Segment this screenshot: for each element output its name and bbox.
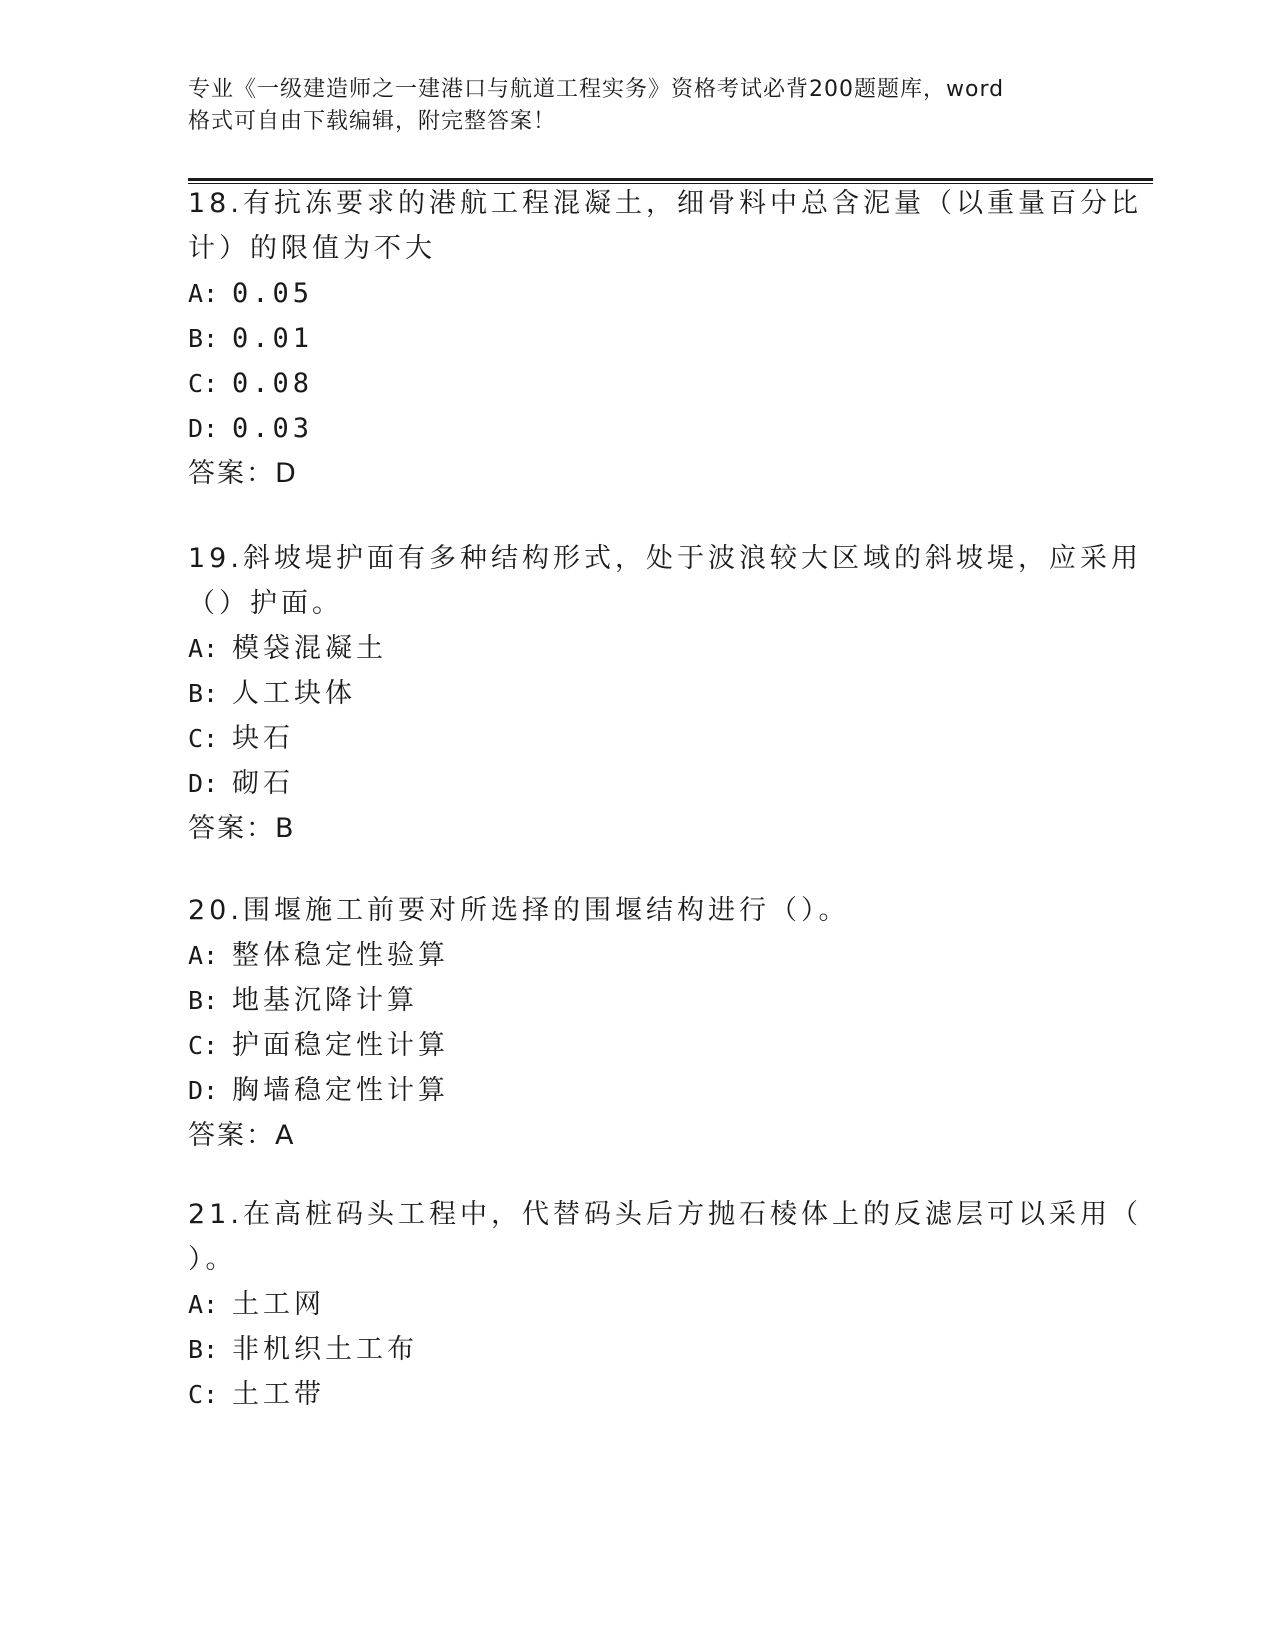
option-letter: A: xyxy=(188,634,219,663)
header-line-1: 专业《一级建造师之一建港口与航道工程实务》资格考试必背200题题库，word xyxy=(188,77,1005,102)
option-c xyxy=(188,361,1088,406)
question-stem xyxy=(188,536,1142,626)
option-text: 模袋混凝土 xyxy=(232,633,387,664)
option-b xyxy=(188,1327,1088,1372)
option-letter: B: xyxy=(188,1335,219,1364)
option-a xyxy=(188,626,1088,671)
question-21 xyxy=(188,1192,1142,1417)
option-letter: D: xyxy=(188,1076,219,1105)
header-line-2: 格式可自由下载编辑，附完整答案！ xyxy=(188,109,557,134)
question-stem-line: 19.斜坡堤护面有多种结构形式，处于波浪较大区域的斜坡堤，应采用 xyxy=(188,543,1142,574)
question-stem xyxy=(188,888,1088,933)
option-text: 0.03 xyxy=(232,413,314,444)
option-b xyxy=(188,978,1088,1023)
question-20 xyxy=(188,888,1088,1158)
option-text: 胸墙稳定性计算 xyxy=(232,1075,449,1106)
option-c xyxy=(188,716,1088,761)
option-d xyxy=(188,406,1088,451)
option-letter: C: xyxy=(188,1031,219,1060)
document-header xyxy=(188,74,1068,138)
option-b xyxy=(188,316,1088,361)
option-text: 土工网 xyxy=(232,1289,325,1320)
question-19 xyxy=(188,536,1142,851)
option-text: 0.01 xyxy=(232,323,314,354)
question-stem xyxy=(188,1192,1142,1282)
option-b xyxy=(188,671,1088,716)
option-c xyxy=(188,1023,1088,1068)
option-letter: C: xyxy=(188,1380,219,1409)
option-d xyxy=(188,1068,1088,1113)
option-text: 整体稳定性验算 xyxy=(232,940,449,971)
option-text: 护面稳定性计算 xyxy=(232,1030,449,1061)
answer-line: 答案：B xyxy=(188,813,296,844)
option-letter: B: xyxy=(188,986,219,1015)
option-text: 地基沉降计算 xyxy=(232,985,418,1016)
question-18 xyxy=(188,181,1142,496)
option-a xyxy=(188,1282,1088,1327)
option-text: 砌石 xyxy=(232,768,294,799)
option-text: 块石 xyxy=(232,723,294,754)
option-text: 0.05 xyxy=(232,278,314,309)
option-letter: C: xyxy=(188,724,219,753)
option-text: 0.08 xyxy=(232,368,314,399)
option-letter: D: xyxy=(188,769,219,798)
option-c xyxy=(188,1372,1088,1417)
question-stem xyxy=(188,181,1142,271)
answer-line: 答案：A xyxy=(188,1120,296,1151)
option-a xyxy=(188,933,1088,978)
option-text: 土工带 xyxy=(232,1379,325,1410)
option-letter: C: xyxy=(188,369,219,398)
question-stem-line: （）护面。 xyxy=(188,588,343,619)
option-letter: A: xyxy=(188,279,219,308)
option-letter: A: xyxy=(188,1290,219,1319)
option-text: 人工块体 xyxy=(232,678,356,709)
option-letter: A: xyxy=(188,941,219,970)
question-stem-line: 20.围堰施工前要对所选择的围堰结构进行（）。 xyxy=(188,895,850,926)
answer-line: 答案：D xyxy=(188,458,298,489)
question-stem-line: 计）的限值为不大 xyxy=(188,233,436,264)
option-d xyxy=(188,761,1088,806)
question-stem-line: 21.在高桩码头工程中，代替码头后方抛石棱体上的反滤层可以采用（ xyxy=(188,1199,1142,1230)
option-a xyxy=(188,271,1088,316)
option-letter: D: xyxy=(188,414,219,443)
option-letter: B: xyxy=(188,324,219,353)
question-stem-line: 18.有抗冻要求的港航工程混凝土，细骨料中总含泥量（以重量百分比 xyxy=(188,188,1142,219)
option-text: 非机织土工布 xyxy=(232,1334,418,1365)
question-stem-line: ）。 xyxy=(188,1244,237,1275)
option-letter: B: xyxy=(188,679,219,708)
